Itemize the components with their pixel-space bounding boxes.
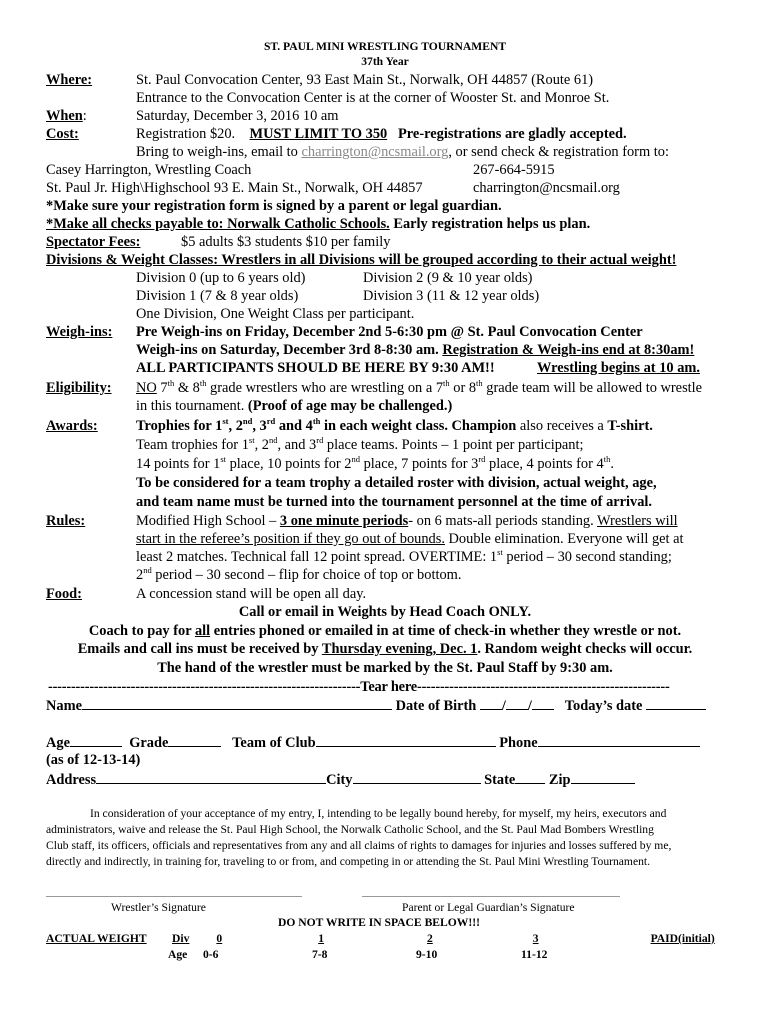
today-field[interactable] — [646, 697, 706, 710]
tournament-title: ST. PAUL MINI WRESTLING TOURNAMENT — [263, 40, 507, 53]
cost-email-link[interactable]: charrington@ncsmail.org — [301, 144, 449, 160]
hand-notice: The hand of the wrestler must be marked by the St. Paul Staff by 9:30 am. — [157, 660, 613, 676]
grade-seven: 7 — [160, 380, 168, 396]
eligibility-label: Eligibility: — [46, 380, 112, 396]
sup-rd: rd — [478, 454, 486, 465]
sup-th: th — [312, 416, 321, 427]
sup-th: th — [603, 454, 611, 465]
eligibility-amp: & — [174, 380, 193, 396]
form-asof: (as of 12-13-14) — [46, 752, 141, 768]
sup-nd: nd — [268, 435, 278, 446]
awards-roster2: and team name must be turned into the tournament personnel at the time of arrival. — [136, 494, 653, 510]
team-field[interactable] — [316, 734, 496, 747]
division-1: Division 1 (7 & 8 year olds) — [136, 288, 299, 304]
where-entrance: Entrance to the Convocation Center is at the corner of Wooster St. and Monroe St. — [136, 90, 610, 106]
form-row-address — [46, 771, 635, 789]
age-field[interactable] — [70, 734, 122, 747]
tear-right: ------------------------------------------------------- — [416, 679, 670, 695]
awards-team — [136, 437, 584, 454]
sup-nd: nd — [242, 416, 253, 427]
grade-seven: 7 — [435, 380, 444, 396]
eligibility-tournament: in this tournament. — [136, 398, 248, 414]
age-7-8: 7-8 — [312, 948, 328, 961]
sup-st: st — [497, 547, 503, 558]
division-row — [172, 931, 724, 946]
where-address: St. Paul Convocation Center, 93 East Main St., Norwalk, OH 44857 (Route 61) — [136, 72, 594, 88]
grade-eight: 8 — [468, 380, 477, 396]
grade-eight: 8 — [192, 380, 200, 396]
emails-a: Emails and call ins must be received by — [77, 641, 322, 657]
actual-weight-label: ACTUAL WEIGHT — [46, 932, 147, 945]
rules-label: Rules: — [46, 513, 86, 529]
sup-th: th — [443, 378, 450, 389]
note-payable — [46, 216, 590, 233]
spectator-label: Spectator Fees: — [46, 234, 141, 250]
awards-tshirt: T-shirt. — [607, 418, 653, 434]
sup-nd: nd — [143, 565, 152, 576]
contact-name: Casey Harrington, Wrestling Coach — [46, 162, 252, 178]
address-label: Address — [46, 772, 97, 788]
eligibility-text: grade wrestlers who are wrestling on a — [206, 380, 436, 396]
coach-a: Coach to pay for — [88, 623, 195, 639]
division-3: Division 3 (11 & 12 year olds) — [363, 288, 540, 304]
when-colon: : — [82, 108, 87, 124]
awards-trophies — [136, 418, 653, 435]
waiver-line2: administrators, waive and release the St. Paul High School, the Norwalk Catholic School, and the St. Paul Mad Bombers Wrestling — [46, 823, 654, 836]
div-label: Div — [172, 932, 190, 945]
sup-th: th — [476, 378, 483, 389]
dob-year-field[interactable] — [532, 697, 554, 710]
wrestler-signature-label: Wrestler’s Signature — [111, 901, 206, 914]
state-field[interactable] — [515, 771, 545, 784]
cost-limit: MUST LIMIT TO 350 — [249, 126, 388, 142]
coach-all: all — [194, 623, 211, 639]
div-1: 1 — [318, 932, 324, 945]
when-value: Saturday, December 3, 2016 10 am — [136, 108, 339, 124]
pts-third: place, 7 points for 3 — [360, 456, 479, 472]
rules-line1 — [136, 513, 678, 530]
today-label: Today’s date — [564, 698, 643, 714]
tournament-year: 37th Year — [361, 55, 409, 68]
actual-weight-row — [46, 931, 147, 946]
guardian-signature-label: Parent or Legal Guardian’s Signature — [402, 901, 575, 914]
sup-rd: rd — [266, 416, 276, 427]
cost-label: Cost: — [46, 126, 79, 142]
note-early: Early registration helps us plan. — [389, 216, 591, 232]
rules-mats: - on 6 mats-all periods standing. — [408, 513, 598, 529]
name-label: Name — [46, 698, 82, 714]
phone-label: Phone — [499, 735, 538, 751]
awards-label: Awards: — [46, 418, 98, 434]
tear-line — [48, 679, 670, 696]
division-one-class: One Division, One Weight Class per participant. — [136, 306, 415, 322]
state-label: State — [484, 772, 516, 788]
waiver-line3: Club staff, its officers, officials and representatives from any and all claims of rights to damages for injuries and losses suffered by me, — [46, 839, 672, 852]
address-field[interactable] — [96, 771, 326, 784]
rules-line3 — [136, 549, 672, 566]
spectator-fees: $5 adults $3 students $10 per family — [181, 234, 391, 250]
cost-prereg: Pre-registrations are gladly accepted. — [398, 126, 627, 142]
when-label-wrap — [46, 108, 87, 125]
awards-points — [136, 456, 614, 473]
food-value: A concession stand will be open all day. — [136, 586, 367, 602]
weighins-saturday-line — [136, 342, 694, 359]
team-text: Team trophies for 1 — [136, 437, 249, 453]
awards-also: also receives a — [516, 418, 608, 434]
waiver-line1: In consideration of your acceptance of my entry, I, intending to be legally bound hereby, for myself, my heirs, executors and — [90, 807, 667, 820]
eligibility-or: or — [449, 380, 469, 396]
awards-weight-class: in each weight class. — [320, 418, 452, 434]
team-third: , and 3 — [277, 437, 317, 453]
sup-th: th — [167, 378, 175, 389]
awards-third: , 3 — [252, 418, 267, 434]
weighins-all: ALL PARTICIPANTS SHOULD BE HERE BY 9:30 AM!! — [136, 360, 495, 376]
eligibility-no: NO — [136, 380, 157, 396]
phone-field[interactable] — [538, 734, 700, 747]
where-label: Where: — [46, 72, 93, 88]
awards-fourth: and 4 — [275, 418, 313, 434]
city-label: City — [326, 772, 353, 788]
weighins-end: Registration & Weigh-ins end at 8:30am! — [442, 342, 695, 358]
emails-notice — [0, 641, 770, 658]
dob-slash: / — [527, 698, 532, 714]
cost-registration: Registration $20. — [136, 126, 236, 142]
pts-second: place, 10 points for 2 — [226, 456, 352, 472]
rules-first-period: period – 30 second standing; — [502, 549, 672, 565]
eligibility-line — [136, 380, 702, 397]
dob-slash: / — [501, 698, 506, 714]
pts-first: 14 points for 1 — [136, 456, 221, 472]
dob-label: Date of Birth — [395, 698, 477, 714]
note-payable-to: *Make all checks payable to: Norwalk Catholic Schools. — [46, 216, 390, 232]
rules-line2 — [136, 531, 684, 548]
cost-bring: Bring to weigh-ins, email to — [136, 144, 298, 160]
zip-field[interactable] — [571, 771, 635, 784]
dob-month-field[interactable] — [480, 697, 502, 710]
food-label: Food: — [46, 586, 82, 602]
contact-address: St. Paul Jr. High\Highschool 93 E. Main St., Norwalk, OH 44857 — [46, 180, 423, 196]
weighins-friday: Pre Weigh-ins on Friday, December 2nd 5-6:30 pm @ St. Paul Convocation Center — [136, 324, 643, 340]
city-field[interactable] — [353, 771, 481, 784]
sup-nd: nd — [351, 454, 361, 465]
form-row-name — [46, 697, 706, 715]
waiver-line4: directly and indirectly, in training for, traveling to or from, and competing in or attending the St. Paul Mini Wrestling Tournament. — [46, 855, 651, 868]
form-row-age — [46, 734, 700, 752]
division-2: Division 2 (9 & 10 year olds) — [363, 270, 533, 286]
sup-th: th — [199, 378, 207, 389]
guardian-signature-line[interactable] — [362, 896, 620, 897]
awards-second: , 2 — [228, 418, 243, 434]
sup-rd: rd — [316, 435, 324, 446]
pts-fourth: place, 4 points for 4 — [485, 456, 604, 472]
age-0-6: 0-6 — [203, 948, 219, 961]
paid-label: PAID(initial) — [650, 932, 715, 945]
emails-b: . Random weight checks will occur. — [477, 641, 693, 657]
call-notice: Call or email in Weights by Head Coach ONLY. — [238, 604, 532, 620]
cost-line — [136, 126, 627, 143]
tear-label: Tear here — [360, 679, 417, 695]
coach-notice — [0, 623, 770, 640]
rules-referee: start in the referee’s position if they go out of bounds. — [136, 531, 445, 547]
sup-st: st — [220, 454, 227, 465]
team-points: place teams. Points – 1 point per participant; — [323, 437, 584, 453]
awards-trophies-text: Trophies for 1 — [136, 418, 223, 434]
contact-email: charrington@ncsmail.org — [473, 180, 620, 196]
weighins-saturday: Weigh-ins on Saturday, December 3rd 8-8:30 am. — [136, 342, 439, 358]
dob-day-field[interactable] — [506, 697, 528, 710]
rules-tech-fall: least 2 matches. Technical fall 12 point spread. OVERTIME: 1 — [136, 549, 498, 565]
rules-second: 2 — [136, 567, 144, 583]
tear-left: -------------------------------------------------------------------- — [48, 679, 361, 695]
grade-label: Grade — [129, 735, 169, 751]
age-label-row: Age — [168, 948, 188, 961]
rules-modified: Modified High School – — [136, 513, 280, 529]
weighins-begins: Wrestling begins at 10 am. — [537, 360, 700, 376]
wrestler-signature-line[interactable] — [46, 896, 302, 897]
age-9-10: 9-10 — [416, 948, 438, 961]
div-2: 2 — [426, 932, 433, 945]
sup-st: st — [248, 435, 255, 446]
rules-double: Double elimination. Everyone will get at — [444, 531, 684, 547]
age-label: Age — [46, 735, 70, 751]
team-label: Team of Club — [232, 735, 316, 751]
name-field[interactable] — [82, 697, 392, 710]
cost-send: , or send check & registration form to: — [448, 144, 669, 160]
zip-label: Zip — [548, 772, 571, 788]
eligibility-proof: (Proof of age may be challenged.) — [247, 398, 453, 414]
sup-st: st — [222, 416, 229, 427]
divisions-heading: Divisions & Weight Classes: Wrestlers in all Divisions will be grouped according to their actual weight! — [46, 252, 677, 268]
weighins-label: Weigh-ins: — [46, 324, 113, 340]
div-3: 3 — [532, 932, 539, 945]
note-signed: *Make sure your registration form is signed by a parent or legal guardian. — [46, 198, 502, 214]
age-11-12: 11-12 — [521, 948, 548, 961]
rules-periods: 3 one minute periods — [279, 513, 409, 529]
eligibility-end: grade team will be allowed to wrestle — [482, 380, 703, 396]
when-label: When — [46, 108, 83, 124]
rules-line4 — [136, 567, 461, 584]
awards-champion: Champion — [451, 418, 517, 434]
grade-field[interactable] — [168, 734, 221, 747]
team-second: , 2 — [254, 437, 269, 453]
eligibility-line2 — [136, 398, 452, 415]
division-0: Division 0 (up to 6 years old) — [136, 270, 306, 286]
coach-b: entries phoned or emailed in at time of check-in whether they wrestle or not. — [210, 623, 682, 639]
pts-end: . — [610, 456, 614, 472]
emails-date: Thursday evening, Dec. 1 — [321, 641, 478, 657]
awards-roster1: To be considered for a team trophy a detailed roster with division, actual weight, age, — [136, 475, 657, 491]
contact-phone: 267-664-5915 — [473, 162, 555, 178]
rules-wrestlers: Wrestlers will — [597, 513, 678, 529]
div-0: 0 — [216, 932, 223, 945]
do-not-write: DO NOT WRITE IN SPACE BELOW!!! — [278, 916, 480, 929]
cost-bring-line — [136, 144, 669, 161]
rules-flip: period – 30 second – flip for choice of top or bottom. — [151, 567, 462, 583]
